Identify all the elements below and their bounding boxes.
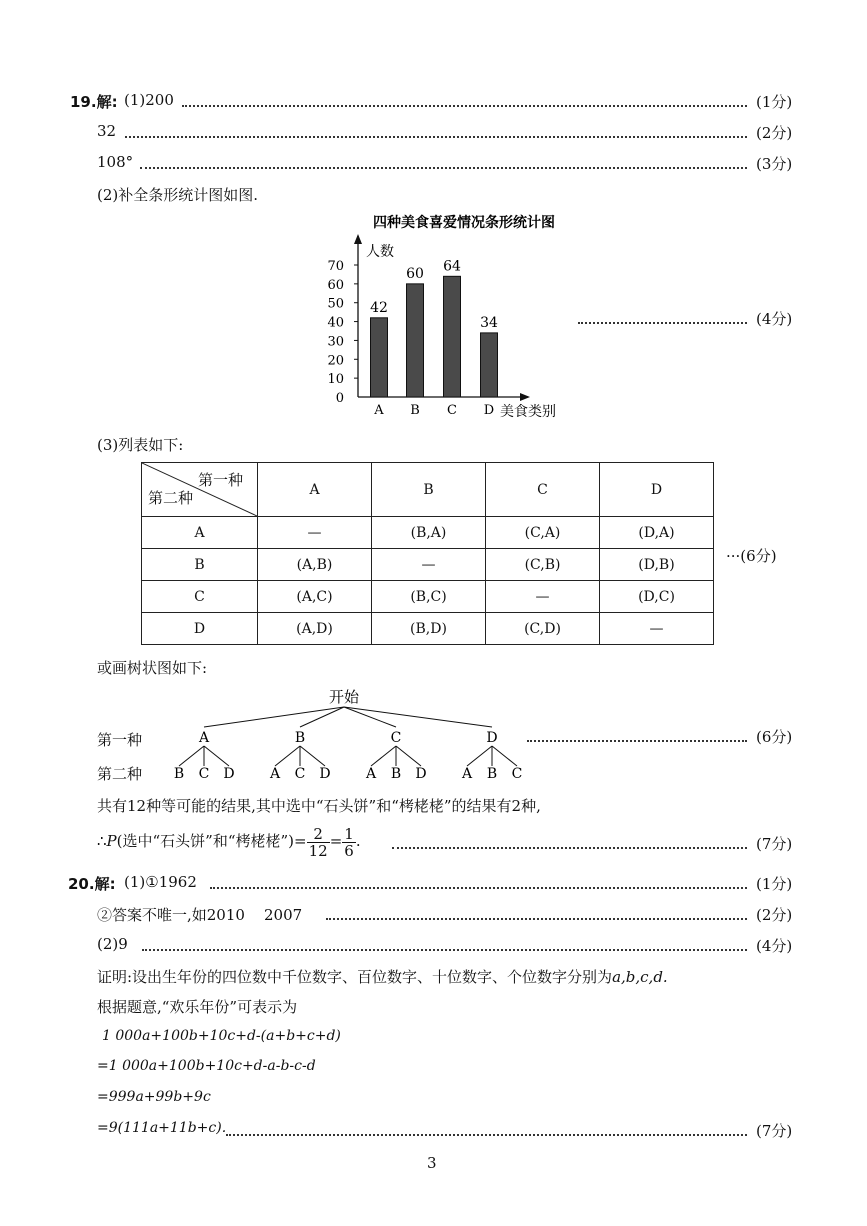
q20-part1-answer: (1)①1962 <box>124 873 197 891</box>
q19-tree-intro: 或画树状图如下: <box>97 659 208 677</box>
table-cell: (D,A) <box>600 517 714 549</box>
row-header: C <box>142 581 258 613</box>
tree-edge <box>344 707 492 727</box>
q19-part3-text: (3)列表如下: <box>97 436 184 454</box>
q20-number: 20.解: <box>68 875 116 893</box>
q19-score-1: (1分) <box>756 93 793 111</box>
tree-node-level2: D <box>319 766 331 782</box>
q19-table-score: ···(6分) <box>726 547 777 565</box>
table-cell: (D,B) <box>600 549 714 581</box>
y-axis-label: 人数 <box>366 244 394 260</box>
chart-axes <box>327 234 556 420</box>
x-tick-label: D <box>483 403 495 418</box>
table-cell: (A,D) <box>258 613 372 645</box>
leader-dots <box>182 105 747 107</box>
prob-p: P <box>106 832 117 850</box>
tree-node-level1: C <box>390 730 402 746</box>
tree-node-level2: A <box>365 766 377 782</box>
tree-node-level2: A <box>269 766 281 782</box>
table-row <box>142 517 714 549</box>
tree-edge <box>492 746 517 766</box>
leader-dots <box>392 847 747 849</box>
bar <box>444 276 461 397</box>
tree-root: 开始 <box>328 688 360 706</box>
q19-answer-2: 32 <box>97 122 117 140</box>
prob-text: (选中“石头饼”和“栲栳栳”)= <box>116 832 307 850</box>
leader-dots <box>578 322 747 324</box>
bar <box>371 318 388 397</box>
table-cell: — <box>486 581 600 613</box>
table-cell: — <box>258 517 372 549</box>
q20-eq3: =999a+99b+9c <box>97 1089 211 1105</box>
tree-node-level1: A <box>198 730 210 746</box>
corner-bottom-label: 第二种 <box>148 489 194 507</box>
tree-edge <box>344 707 396 727</box>
row-header: D <box>142 613 258 645</box>
q19-part1-answer: (1)200 <box>124 91 174 109</box>
q20-score-1: (1分) <box>756 875 793 893</box>
q20-eq1: 1 000a+100b+10c+d-(a+b+c+d) <box>102 1028 341 1044</box>
x-tick-label: B <box>410 403 420 418</box>
q20-proof-line2: 根据题意,“欢乐年份”可表示为 <box>97 998 298 1016</box>
q19-chart-score: (4分) <box>756 310 793 328</box>
table-corner-cell <box>142 463 258 517</box>
y-tick-label: 30 <box>327 334 344 350</box>
table-cell: (C,B) <box>486 549 600 581</box>
outcome-table <box>141 462 714 645</box>
q19-probability: ∴P(选中“石头饼”和“栲栳栳”)= $\frac{2}{12}$ = $\frac{1}{6}$ . <box>97 824 361 860</box>
q19-score-3: (3分) <box>756 155 793 173</box>
q19-score-2: (2分) <box>756 124 793 142</box>
tree-node-level2: D <box>415 766 427 782</box>
q20-score-3: (4分) <box>756 937 793 955</box>
leader-dots <box>527 740 747 742</box>
table-cell: (B,A) <box>372 517 486 549</box>
bar-value-label: 34 <box>480 314 498 331</box>
col-header: C <box>486 463 600 517</box>
leader-dots <box>210 887 747 889</box>
x-tick-label: C <box>447 403 457 418</box>
table-cell: (B,D) <box>372 613 486 645</box>
tree-level2-label: 第二种 <box>97 765 143 783</box>
tree-node-level2: A <box>461 766 473 782</box>
y-tick-label: 50 <box>327 296 344 312</box>
bar-value-label: 64 <box>443 258 461 275</box>
leader-dots <box>140 167 747 169</box>
tree-edge <box>396 746 421 766</box>
table-cell: (C,D) <box>486 613 600 645</box>
tree-edge <box>371 746 396 766</box>
q20-eq2: =1 000a+100b+10c+d-a-b-c-d <box>97 1058 316 1074</box>
q19-number: 19.解: <box>70 93 118 111</box>
tree-node-level2: B <box>486 766 498 782</box>
y-tick-label: 60 <box>327 277 344 293</box>
chart-title: 四种美食喜爱情况条形统计图 <box>373 215 555 231</box>
chart-bars <box>370 258 498 418</box>
tree-node-level1: B <box>294 730 306 746</box>
fraction: $\frac{2}{12}$ <box>308 824 328 860</box>
q20-part1b-answer: ②答案不唯一,如2010 2007 <box>97 906 303 924</box>
table-cell: (A,C) <box>258 581 372 613</box>
bar <box>407 284 424 397</box>
tree-edge <box>300 746 325 766</box>
table-cell: (D,C) <box>600 581 714 613</box>
q20-proof-line1: 证明:设出生年份的四位数中千位数字、百位数字、十位数字、个位数字分别为a,b,c,d. <box>97 968 668 986</box>
col-header: A <box>258 463 372 517</box>
tree-node-level2: C <box>294 766 306 782</box>
page-number: 3 <box>427 1154 437 1172</box>
q19-prob-score: (7分) <box>756 835 793 853</box>
tree-node-level2: D <box>223 766 235 782</box>
y-tick-label: 20 <box>327 353 344 369</box>
tree-diagram <box>160 684 540 784</box>
leader-dots <box>326 918 747 920</box>
q19-tree-score: (6分) <box>756 728 793 746</box>
leader-dots <box>226 1134 747 1136</box>
leader-dots <box>142 949 747 951</box>
table-cell: (A,B) <box>258 549 372 581</box>
tree-node-level2: B <box>390 766 402 782</box>
therefore-symbol: ∴ <box>97 832 107 850</box>
y-tick-label: 70 <box>327 259 344 274</box>
tree-edge <box>204 746 229 766</box>
tree-node-level1: D <box>486 730 498 746</box>
tree-edge <box>467 746 492 766</box>
x-tick-label: A <box>374 403 384 418</box>
q19-part2-text: (2)补全条形统计图如图. <box>97 186 259 204</box>
tree-node-level2: C <box>511 766 523 782</box>
tree-node-level2: C <box>198 766 210 782</box>
table-cell: (C,A) <box>486 517 600 549</box>
tree-edge <box>179 746 204 766</box>
fraction: $\frac{1}{6}$ <box>344 824 354 860</box>
x-axis-arrow <box>520 393 530 401</box>
y-tick-label: 40 <box>327 315 344 331</box>
bar-chart <box>320 210 590 425</box>
table-cell: (B,C) <box>372 581 486 613</box>
q20-score-2: (2分) <box>756 906 793 924</box>
tree-node-level2: B <box>173 766 185 782</box>
col-header: D <box>600 463 714 517</box>
row-header: B <box>142 549 258 581</box>
tree-level1-label: 第一种 <box>97 731 143 749</box>
table-cell: — <box>600 613 714 645</box>
bar <box>481 333 498 397</box>
q20-part2-answer: (2)9 <box>97 935 128 953</box>
q20-score-4: (7分) <box>756 1122 793 1140</box>
table-row <box>142 549 714 581</box>
x-axis-label: 美食类别 <box>500 404 556 420</box>
corner-top-label: 第一种 <box>197 471 243 489</box>
q19-answer-3: 108° <box>97 153 134 171</box>
table-row <box>142 581 714 613</box>
y-axis-arrow <box>354 234 362 244</box>
bar-value-label: 42 <box>370 299 388 316</box>
tree-edge <box>275 746 300 766</box>
y-tick-label: 10 <box>327 372 344 388</box>
y-tick-label: 0 <box>335 391 344 406</box>
q19-conclusion: 共有12种等可能的结果,其中选中“石头饼”和“栲栳栳”的结果有2种, <box>97 797 541 815</box>
table-row <box>142 613 714 645</box>
col-header: B <box>372 463 486 517</box>
row-header: A <box>142 517 258 549</box>
leader-dots <box>125 136 747 138</box>
q20-eq4: =9(111a+11b+c). <box>97 1120 227 1136</box>
bar-value-label: 60 <box>406 265 424 282</box>
table-cell: — <box>372 549 486 581</box>
